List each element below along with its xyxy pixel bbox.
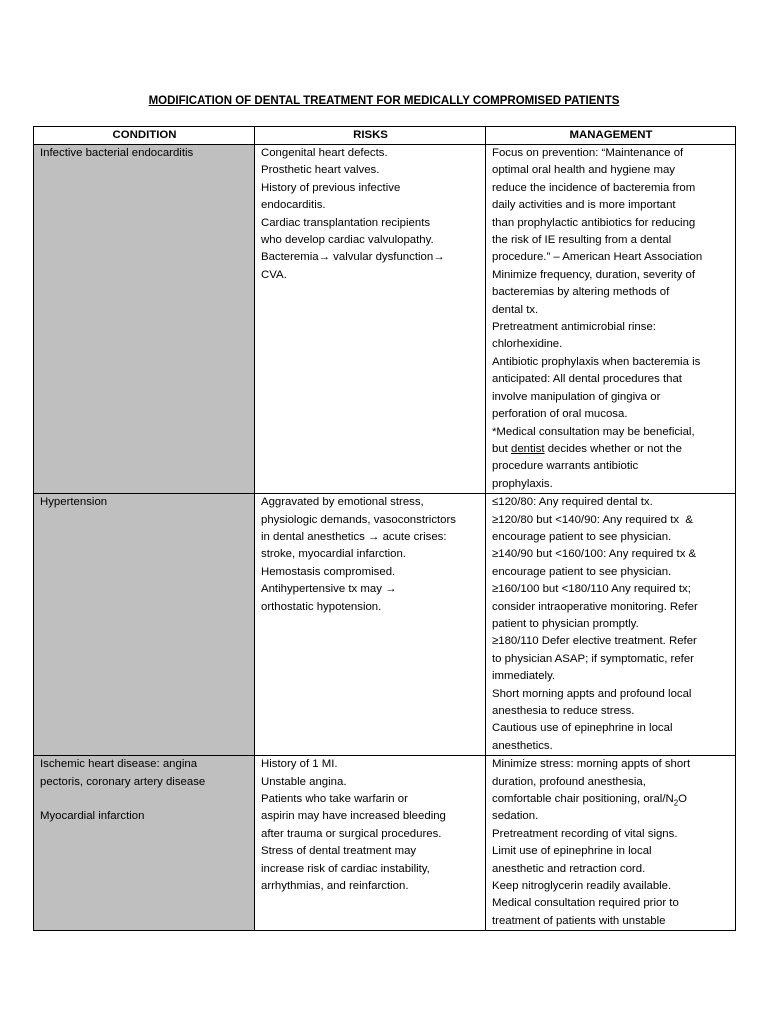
management-line: Pretreatment recording of vital signs.: [492, 827, 678, 840]
management-line: involve manipulation of gingiva or: [492, 390, 661, 403]
text-fragment: but: [492, 442, 511, 455]
management-line: Cautious use of epinephrine in local: [492, 722, 673, 735]
management-line: dental tx.: [492, 303, 539, 316]
management-line: patient to physician promptly.: [492, 617, 639, 630]
table-row: [34, 494, 736, 756]
condition-cell: [34, 145, 255, 494]
risks-line: Cardiac transplantation recipients: [261, 216, 431, 229]
management-line: Limit use of epinephrine in local: [492, 845, 652, 858]
management-line: than prophylactic antibiotics for reducing: [492, 216, 696, 229]
text-fragment: O: [678, 793, 688, 806]
management-line: encourage patient to see physician.: [492, 530, 672, 543]
management-line: Pretreatment antimicrobial rinse:: [492, 321, 656, 334]
condition-line: pectoris, coronary artery disease: [40, 775, 206, 788]
management-line: ≥140/90 but <160/100: Any required tx &: [492, 548, 697, 561]
risks-line: History of 1 MI.: [261, 758, 338, 771]
risks-line: who develop cardiac valvulopathy.: [261, 234, 434, 247]
document-title: MODIFICATION OF DENTAL TREATMENT FOR MEDICALLY COMPROMISED PATIENTS: [148, 95, 620, 107]
risks-line: increase risk of cardiac instability,: [261, 862, 430, 875]
risks-line: in dental anesthetics → acute crises:: [261, 530, 447, 543]
management-line: to physician ASAP; if symptomatic, refer: [492, 652, 694, 665]
header-risks: RISKS: [255, 127, 486, 145]
management-line: Minimize stress: morning appts of short: [492, 758, 691, 771]
risks-line: Congenital heart defects.: [261, 147, 388, 159]
management-line: perforation of oral mucosa.: [492, 408, 628, 421]
condition-line: Myocardial infarction: [40, 810, 145, 823]
risks-line: arrhythmias, and reinfarction.: [261, 880, 409, 893]
management-cell: [486, 756, 736, 931]
risks-line: Unstable angina.: [261, 775, 347, 788]
risks-line: Bacteremia→ valvular dysfunction→: [261, 251, 445, 264]
risks-cell: [255, 494, 486, 756]
management-line: [492, 441, 730, 458]
management-line: reduce the incidence of bacteremia from: [492, 181, 696, 194]
text-fragment: comfortable chair positioning, oral/N: [492, 793, 674, 806]
management-line: ≥180/110 Defer elective treatment. Refer: [492, 635, 697, 648]
table-row: [34, 756, 736, 931]
management-line: encourage patient to see physician.: [492, 565, 672, 578]
risks-line: Aggravated by emotional stress,: [261, 496, 424, 509]
management-line: anesthetics.: [492, 739, 553, 752]
risks-line: endocarditis.: [261, 199, 326, 212]
risks-line: orthostatic hypotension.: [261, 600, 382, 613]
management-line: Minimize frequency, duration, severity of: [492, 268, 696, 281]
risks-line: Antihypertensive tx may →: [261, 583, 397, 596]
condition-cell: [34, 494, 255, 756]
management-line: *Medical consultation may be beneficial,: [492, 425, 695, 438]
management-line: [492, 791, 730, 808]
risks-line: Prosthetic heart valves.: [261, 164, 380, 177]
management-line: procedure.” – American Heart Association: [492, 251, 703, 264]
management-line: Keep nitroglycerin readily available.: [492, 880, 672, 893]
risks-line: stroke, myocardial infarction.: [261, 548, 406, 561]
management-line: ≤120/80: Any required dental tx.: [492, 496, 653, 509]
management-line: prophylaxis.: [492, 477, 553, 490]
management-line: anticipated: All dental procedures that: [492, 373, 682, 386]
blank-line: [40, 791, 249, 808]
management-line: consider intraoperative monitoring. Refer: [492, 600, 698, 613]
table-row: [34, 145, 736, 494]
management-line: Short morning appts and profound local: [492, 687, 692, 700]
risks-cell: [255, 756, 486, 931]
condition-line: Infective bacterial endocarditis: [40, 147, 194, 159]
management-line: the risk of IE resulting from a dental: [492, 234, 672, 247]
management-line: Focus on prevention: “Maintenance of: [492, 147, 684, 159]
risks-line: after trauma or surgical procedures.: [261, 827, 442, 840]
management-line: daily activities and is more important: [492, 199, 676, 212]
header-condition: CONDITION: [34, 127, 255, 145]
management-line: ≥160/100 but <180/110 Any required tx;: [492, 583, 691, 596]
management-line: sedation.: [492, 810, 539, 823]
management-line: Medical consultation required prior to: [492, 897, 679, 910]
management-line: procedure warrants antibiotic: [492, 460, 639, 473]
condition-line: Hypertension: [40, 496, 108, 509]
risks-line: physiologic demands, vasoconstrictors: [261, 513, 456, 526]
risks-line: Stress of dental treatment may: [261, 845, 417, 858]
table-header-row: [34, 127, 736, 145]
management-line: bacteremias by altering methods of: [492, 286, 670, 299]
underlined-text: dentist: [511, 442, 545, 455]
management-line: immediately.: [492, 670, 556, 683]
risks-line: CVA.: [261, 268, 287, 281]
risks-line: Patients who take warfarin or: [261, 793, 408, 806]
management-line: optimal oral health and hygiene may: [492, 164, 675, 177]
risks-cell: [255, 145, 486, 494]
table-body: [34, 145, 736, 931]
header-management: MANAGEMENT: [486, 127, 736, 145]
management-cell: [486, 494, 736, 756]
risks-line: Hemostasis compromised.: [261, 565, 396, 578]
subscript-text: 2: [673, 798, 679, 808]
treatment-table: [33, 126, 736, 931]
condition-line: Ischemic heart disease: angina: [40, 758, 198, 771]
management-line: anesthesia to reduce stress.: [492, 705, 635, 717]
management-line: anesthetic and retraction cord.: [492, 862, 646, 875]
management-line: Antibiotic prophylaxis when bacteremia is: [492, 355, 701, 368]
condition-cell: [34, 756, 255, 931]
management-line: treatment of patients with unstable: [492, 914, 666, 927]
management-line: chlorhexidine.: [492, 338, 563, 351]
management-line: duration, profound anesthesia,: [492, 775, 646, 788]
risks-line: aspirin may have increased bleeding: [261, 810, 446, 823]
management-cell: [486, 145, 736, 494]
risks-line: History of previous infective: [261, 181, 401, 194]
management-line: ≥120/80 but <140/90: Any required tx &: [492, 513, 693, 526]
text-fragment: decides whether or not the: [544, 442, 682, 455]
